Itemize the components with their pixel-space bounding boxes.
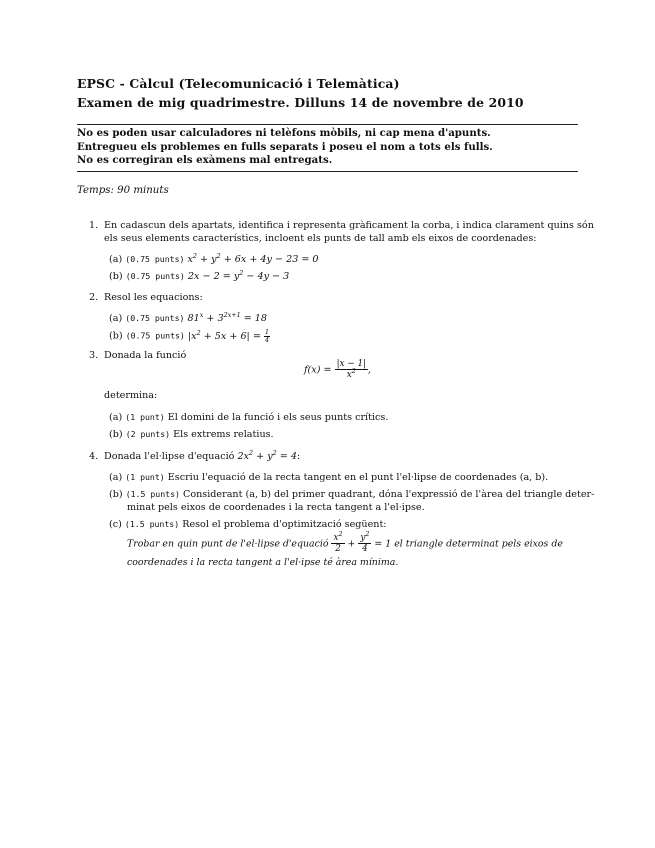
bottom-divider: [77, 171, 578, 172]
problem-2a-equation: $81^x + 3^{2x+1} = 18$: [187, 311, 268, 324]
points-label: (0.75 punts): [125, 254, 185, 264]
problem-1-text-line2: els seus elements característics, incloent els punts de tall amb els eixos de coordenades:: [104, 233, 537, 244]
points-label: (1.5 punts): [124, 519, 180, 529]
points-label: (0.75 punts): [125, 330, 185, 341]
problem-4b-line2: minat pels eixos de coordenades i la recta tangent a l'el·ipse.: [127, 502, 425, 513]
problem-1a-equation: $x^2 + y^2 + 6x + 4y - 23 = 0$: [187, 252, 319, 265]
points-label: (0.75 punts): [125, 313, 185, 323]
part-text: El domini de la funció i els seus punts crítics.: [167, 412, 389, 423]
problem-3-text: Donada la funció: [104, 350, 187, 361]
top-divider: [77, 124, 578, 125]
problem-2b-equation: $|x^2 + 5x + 6|$ = $\frac{1}{4}$: [187, 328, 270, 344]
problem-2-text: Resol les equacions:: [104, 292, 203, 303]
part-label: (b): [109, 429, 123, 440]
problem-3-number: 3.: [89, 350, 99, 361]
problem-4c-statement-line1: Trobar en quin punt de l'el·lipse d'equació $\frac{x^2}{2}$ + $\frac{y^2}{4}$ = 1 el triangle determinat pels eixos de: [127, 530, 563, 554]
ellipse-term-y: $\frac{y^2}{4}$: [360, 530, 370, 554]
part-text: Els extrems relatius.: [173, 429, 274, 440]
problem-4-number: 4.: [89, 451, 99, 462]
part-label: (a): [109, 412, 123, 423]
exam-title: EPSC - Càlcul (Telecomunicació i Telemàtica): [77, 76, 400, 91]
problem-4c: [109, 519, 387, 530]
problem-1-text-line1: En cadascun dels apartats, identifica i representa gràficament la corba, i indica clarament quins són: [104, 220, 594, 231]
problem-3b: [109, 429, 274, 440]
part-label: (a): [109, 254, 123, 265]
rule-line-3: No es corregiran els exàmens mal entregats.: [77, 154, 333, 166]
problem-1b-equation: $2x - 2 = y^2 - 4y - 3$: [187, 269, 290, 282]
exam-subtitle: Examen de mig quadrimestre. Dilluns 14 de novembre de 2010: [77, 95, 524, 110]
part-label: (b): [109, 271, 123, 282]
rule-line-1: No es poden usar calculadores ni telèfons mòbils, ni cap mena d'apunts.: [77, 127, 491, 139]
problem-1b: [109, 271, 289, 282]
part-label: (a): [109, 472, 123, 483]
points-label: (2 punts): [125, 429, 171, 439]
rule-line-2: Entregueu els problemes en fulls separats i poseu el nom a tots els fulls.: [77, 141, 493, 153]
problem-3-function: f(x) = $\frac{|x - 1|}{x^2}$ ,: [304, 359, 372, 380]
statement-start: Trobar en quin punt de l'el·lipse d'equació: [127, 538, 329, 550]
statement-end: el triangle determinat pels eixos de: [394, 538, 563, 550]
part-label: (b): [109, 489, 123, 500]
problem-2-number: 2.: [89, 292, 99, 303]
part-label: (b): [109, 330, 123, 342]
points-label: (1.5 punts): [125, 489, 180, 499]
problem-3a: [109, 412, 388, 423]
part-label: (c): [109, 519, 122, 530]
problem-1a: [109, 254, 319, 265]
exam-duration: Temps: 90 minuts: [77, 185, 169, 196]
problem-4-text: Donada l'el·lipse d'equació $2x^2 + y^2 = 4$:: [104, 449, 301, 462]
part-text: Escriu l'equació de la recta tangent en el punt l'el·lipse de coordenades (a, b).: [167, 472, 549, 483]
problem-4c-statement-line2: coordenades i la recta tangent a l'el·ipse té àrea mínima.: [127, 557, 399, 568]
problem-3-followup: determina:: [104, 390, 158, 401]
part-label: (a): [109, 313, 123, 324]
points-label: (0.75 punts): [125, 271, 185, 281]
ellipse-term-x: $\frac{x^2}{2}$: [333, 530, 343, 554]
problem-1-number: 1.: [89, 220, 99, 231]
problem-4b: [109, 489, 594, 500]
points-label: (1 punt): [125, 412, 165, 422]
problem-2a: [109, 313, 267, 324]
part-text-line1: Considerant (a, b) del primer quadrant, dóna l'expressió de l'àrea del triangle deter-: [183, 489, 595, 500]
problem-4a: [109, 472, 548, 483]
problem-2b: [109, 329, 270, 343]
points-label: (1 punt): [125, 472, 165, 482]
part-text: Resol el problema d'optimització següent:: [182, 519, 387, 530]
